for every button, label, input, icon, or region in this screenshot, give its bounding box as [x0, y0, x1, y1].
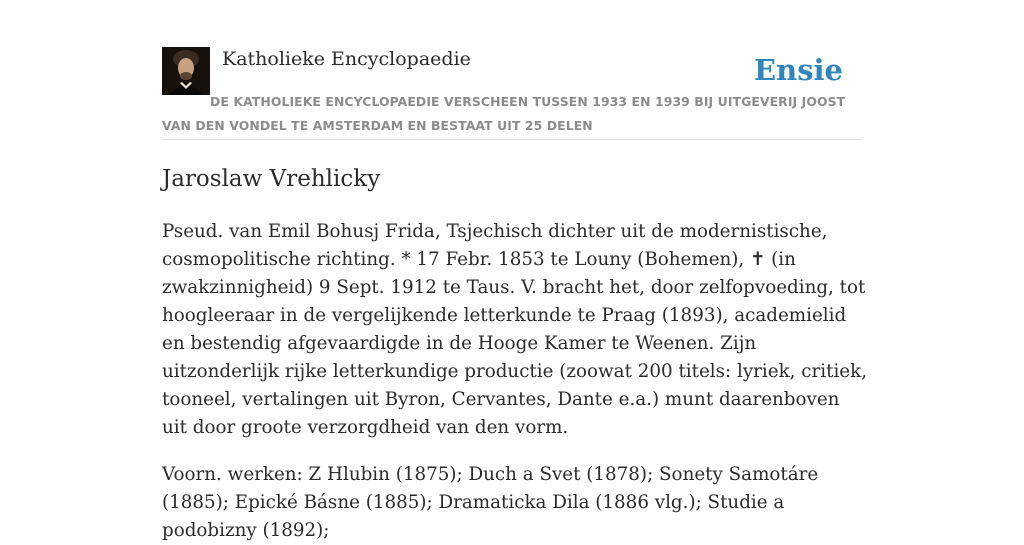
- page: [162, 0, 868, 545]
- article-paragraph: Pseud. van Emil Bohusj Frida, Tsjechisch dichter uit de modernistische, cosmopolitische richting. * 17 Febr. 1853 te Louny (Bohemen), ✝ (in zwakzinnigheid) 9 Sept. 1912 te Taus. V. bracht het, door zelfopvoeding, tot hoogleeraar in de vergelijkende letterkunde te Praag (1893), academielid en bestendig afgevaardigde in de Hooge Kamer te Weenen. Zijn uitzonderlijk rijke letterkundige productie (zoowat 200 titels: lyriek, critiek, tooneel, vertalingen uit Byron, Cervantes, Dante e.a.) munt daarenboven uit door groote verzorgdheid van den vorm.: [162, 221, 868, 438]
- site-title-link[interactable]: Katholieke Encyclopaedie: [222, 48, 471, 70]
- portrait-icon: [162, 47, 210, 95]
- article-title: Jaroslaw Vrehlicky: [162, 166, 381, 192]
- portrait-avatar[interactable]: [162, 47, 210, 95]
- site-tagline: DE KATHOLIEKE ENCYCLOPAEDIE VERSCHEEN TUSSEN 1933 EN 1939 BIJ UITGEVERIJ JOOST VAN DEN VONDEL TE AMSTERDAM EN BESTAAT UIT 25 DELEN: [162, 94, 846, 133]
- ensie-logo-link[interactable]: Ensie: [754, 53, 843, 87]
- site-header: [162, 47, 862, 140]
- article-paragraph: Voorn. werken: Z Hlubin (1875); Duch a Svet (1878); Sonety Samotáre (1885); Epické Básne (1885); Dramaticka Dila (1886 vlg.); Studie a podobizny (1892);: [162, 464, 819, 541]
